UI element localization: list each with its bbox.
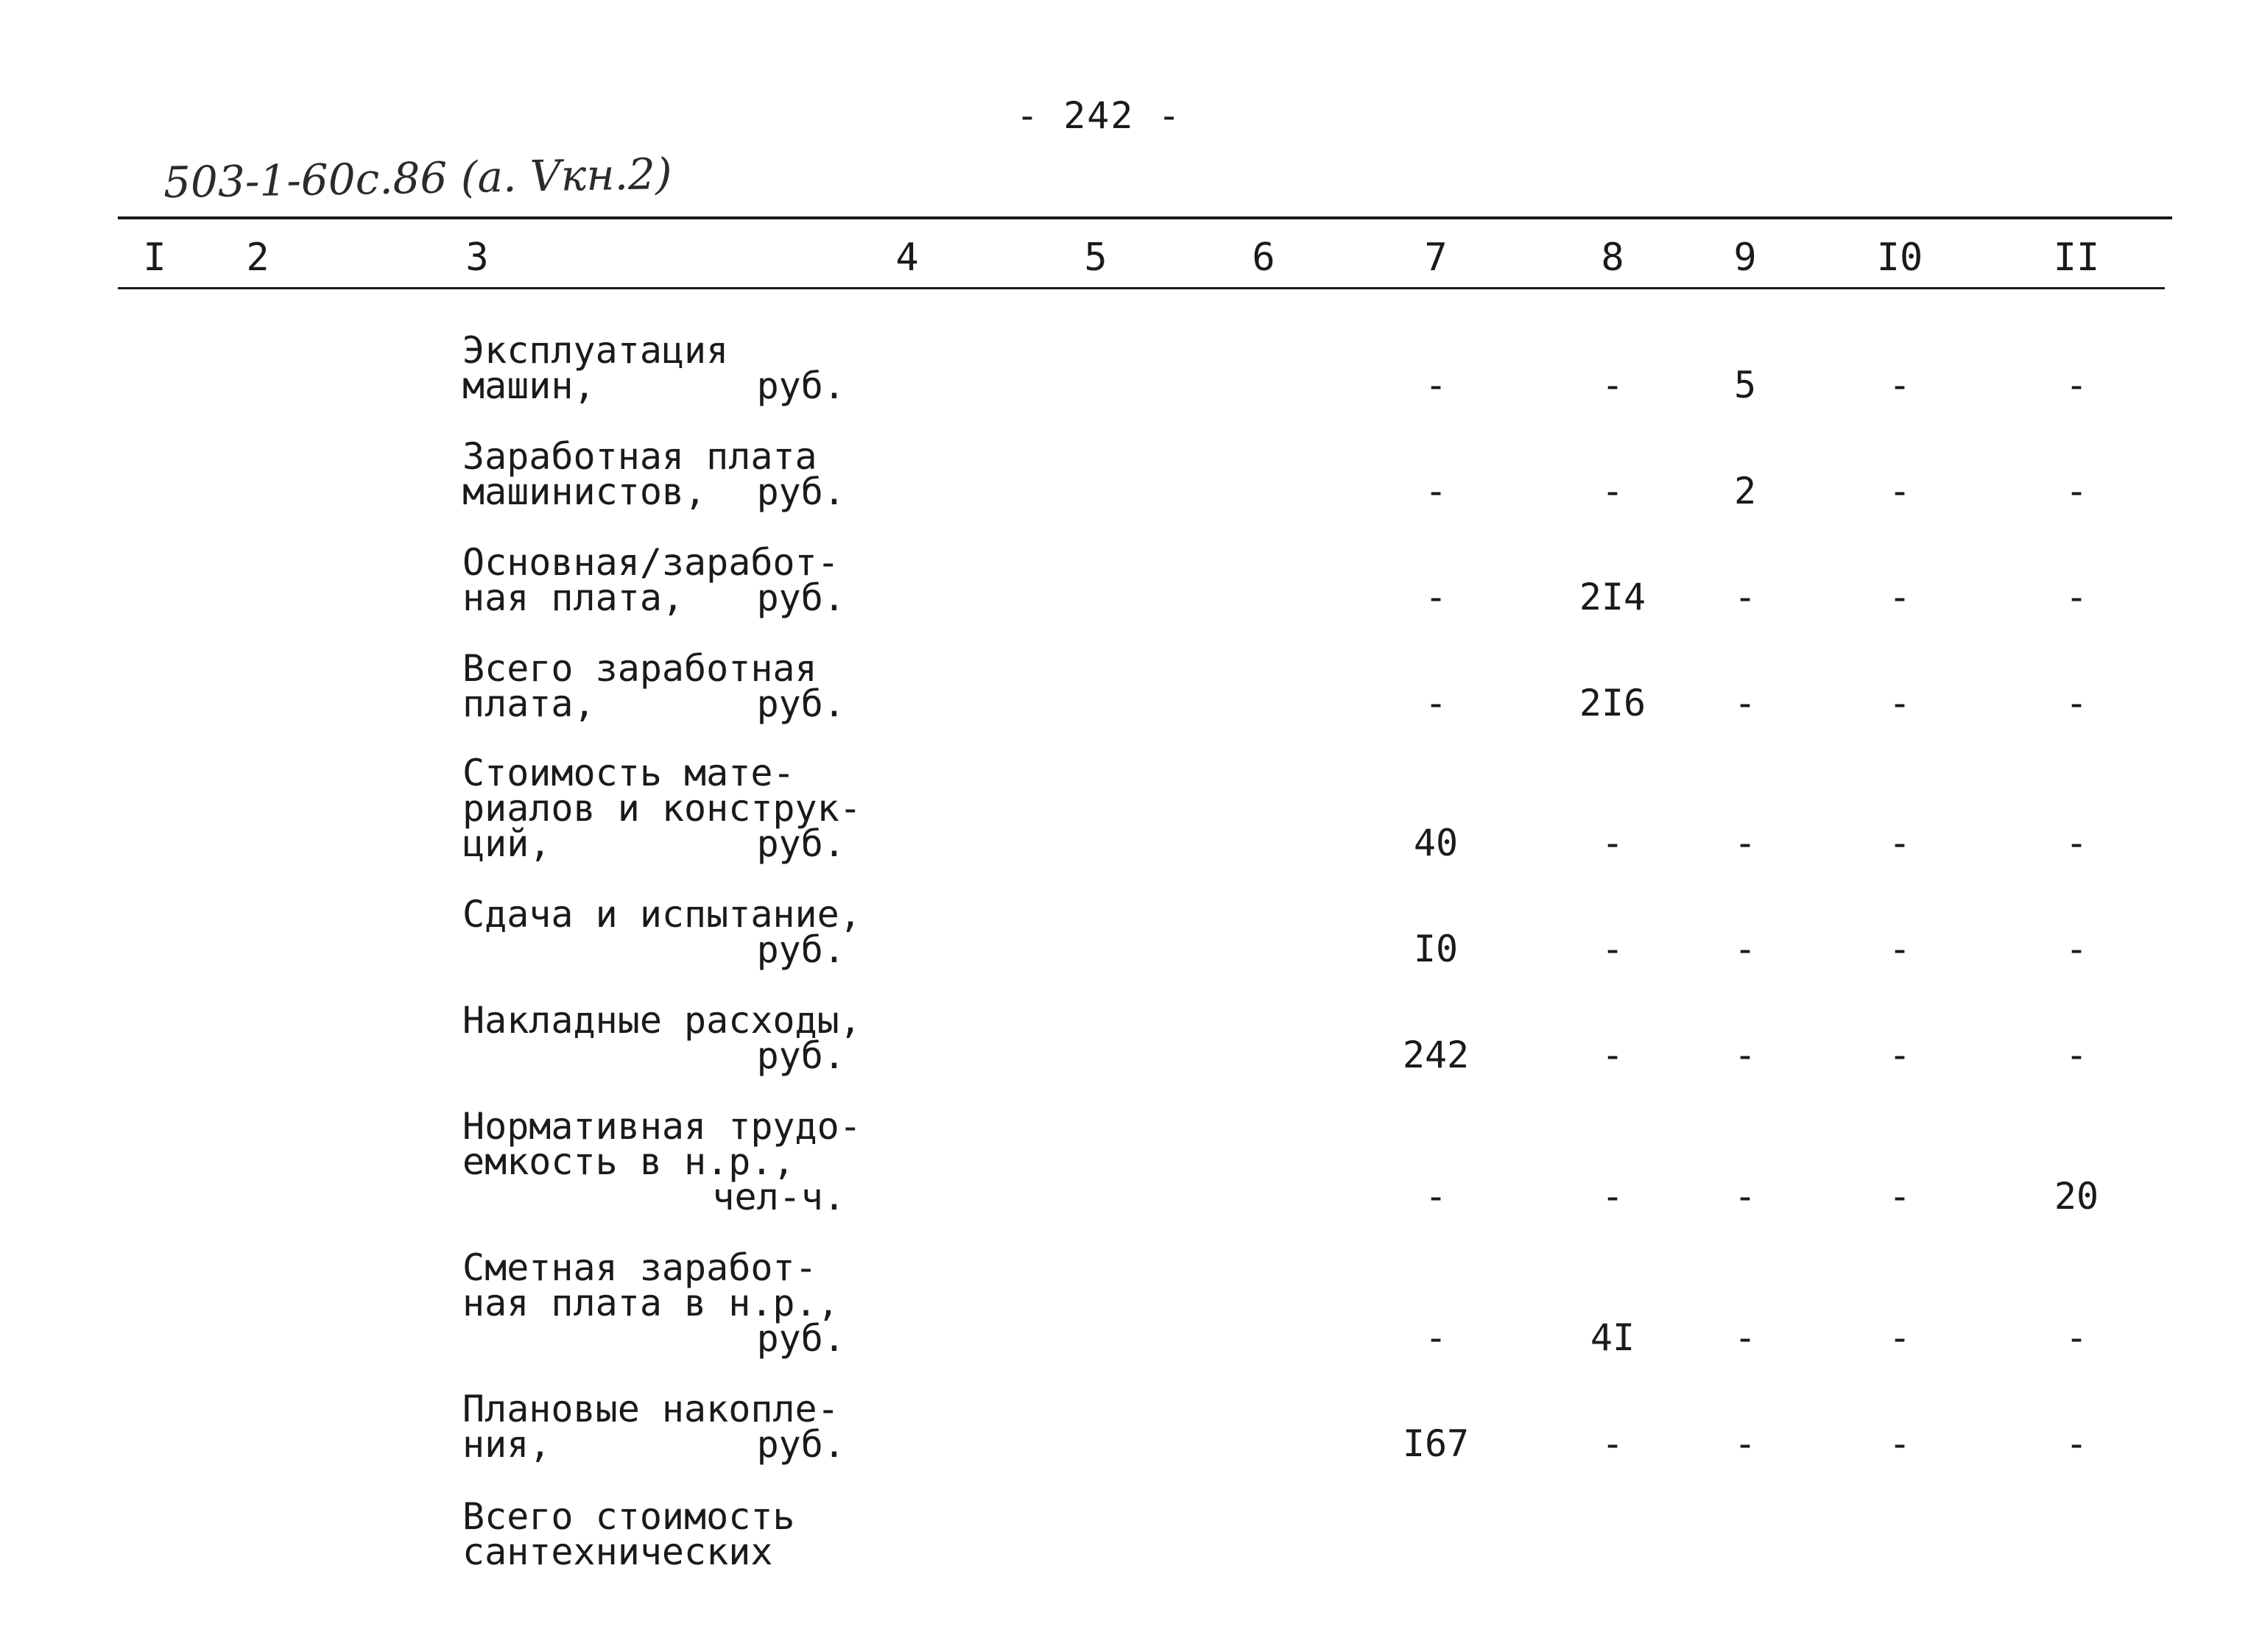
table-cell-c10: - [1888, 1034, 1912, 1076]
row-label-unit: руб. [756, 822, 845, 865]
table-cell-c10: - [1888, 1316, 1912, 1359]
row-label-line [462, 822, 845, 865]
table-cell-c8: - [1601, 364, 1624, 406]
row-label-line [462, 1140, 845, 1183]
table-cell-c7: - [1424, 682, 1448, 724]
row-label-text: Нормативная трудо- [462, 1105, 862, 1148]
table-top-rule [118, 216, 2172, 219]
row-label-text: ций, [462, 822, 552, 865]
table-cell-c10: - [1888, 576, 1912, 618]
row-label-text: риалов и конструк- [462, 787, 862, 830]
table-cell-c11: - [2065, 364, 2088, 406]
row-label-text: емкость в н.р., [462, 1140, 795, 1183]
table-cell-c7: 242 [1402, 1034, 1470, 1076]
table-cell-c10: - [1888, 1175, 1912, 1218]
table-cell-c9: - [1733, 1316, 1757, 1359]
row-label-text: плата, [462, 682, 596, 725]
row-label-unit: руб. [756, 682, 845, 725]
table-cell-c9: - [1733, 822, 1757, 864]
row-label-line [462, 1282, 845, 1324]
table-cell-c8: - [1601, 1422, 1624, 1465]
column-header-11: II [2053, 236, 2100, 280]
table-cell-c10: - [1888, 682, 1912, 724]
table-cell-c8: - [1601, 470, 1624, 512]
row-label-line [462, 1495, 845, 1538]
row-label-text: ная плата, [462, 576, 685, 619]
row-label-text: Плановые накопле- [462, 1388, 839, 1430]
row-label [462, 541, 845, 619]
row-label-text: Основная/заработ- [462, 541, 839, 584]
row-label-text: Всего стоимость [462, 1495, 795, 1538]
row-label-line [462, 1246, 845, 1289]
row-label-line [462, 1317, 845, 1360]
table-cell-c10: - [1888, 822, 1912, 864]
row-label-text: машинистов, [462, 470, 707, 513]
table-cell-c9: 2 [1733, 470, 1757, 512]
table-cell-c7: I0 [1413, 928, 1459, 970]
table-cell-c8: - [1601, 1175, 1624, 1218]
row-label-line [462, 752, 845, 794]
row-label [462, 752, 862, 865]
row-label [462, 999, 862, 1077]
row-label-line [462, 541, 845, 584]
row-label-unit: руб. [756, 576, 845, 619]
row-label [462, 1495, 845, 1573]
row-label-text: ная плата в н.р., [462, 1282, 839, 1324]
column-header-7: 7 [1424, 236, 1448, 280]
row-label-line [462, 364, 845, 407]
document-reference: 503-1-60с.86 (а. Vкн.2) [163, 148, 673, 208]
table-cell-c10: - [1888, 364, 1912, 406]
table-cell-c10: - [1888, 928, 1912, 970]
column-header-1: I [143, 236, 166, 280]
row-label-unit: руб. [756, 470, 845, 513]
row-label-line [462, 1105, 862, 1148]
row-label-text: Всего заработная [462, 647, 817, 690]
table-cell-c7: - [1424, 364, 1448, 406]
table-cell-c11: - [2065, 1422, 2088, 1465]
table-cell-c9: - [1733, 576, 1757, 618]
table-cell-c10: - [1888, 470, 1912, 512]
row-label-line [462, 1176, 845, 1218]
row-label-line [462, 1423, 845, 1466]
table-cell-c10: - [1888, 1422, 1912, 1465]
table-cell-c11: - [2065, 470, 2088, 512]
row-label-text: Заработная плата [462, 435, 817, 478]
table-cell-c11: - [2065, 576, 2088, 618]
table-cell-c8: 2I4 [1579, 576, 1646, 618]
table-cell-c9: - [1733, 1034, 1757, 1076]
column-header-2: 2 [246, 236, 269, 280]
table-cell-c9: - [1733, 928, 1757, 970]
row-label-unit: руб. [756, 928, 845, 971]
table-cell-c8: - [1601, 822, 1624, 864]
table-cell-c8: 4I [1590, 1316, 1635, 1359]
row-label [462, 1388, 845, 1466]
row-label-unit: руб. [756, 1034, 845, 1077]
table-cell-c11: - [2065, 928, 2088, 970]
row-label-line [462, 893, 862, 936]
row-label-line [462, 1388, 845, 1430]
table-cell-c8: 2I6 [1579, 682, 1646, 724]
table-cell-c9: - [1733, 1422, 1757, 1465]
table-cell-c8: - [1601, 1034, 1624, 1076]
row-label-text: Сдача и испытание, [462, 893, 862, 936]
row-label [462, 1105, 862, 1218]
table-cell-c9: 5 [1733, 364, 1757, 406]
table-cell-c11: - [2065, 1316, 2088, 1359]
row-label [462, 893, 862, 971]
table-cell-c7: - [1424, 470, 1448, 512]
table-cell-c11: - [2065, 1034, 2088, 1076]
table-cell-c7: I67 [1402, 1422, 1470, 1465]
row-label-unit: руб. [756, 364, 845, 407]
table-cell-c9: - [1733, 1175, 1757, 1218]
row-label-text: сантехнических [462, 1531, 773, 1573]
row-label [462, 1246, 845, 1360]
row-label-text: Стоимость мате- [462, 752, 795, 794]
column-header-3: 3 [465, 236, 489, 280]
row-label-text: Сметная заработ- [462, 1246, 817, 1289]
table-cell-c7: - [1424, 1316, 1448, 1359]
row-label-line [462, 787, 862, 830]
page-number: - 242 - [1016, 94, 1182, 137]
table-cell-c7: 40 [1413, 822, 1459, 864]
column-header-6: 6 [1252, 236, 1275, 280]
row-label-line [462, 470, 845, 513]
table-cell-c8: - [1601, 928, 1624, 970]
row-label-text: машин, [462, 364, 596, 407]
table-cell-c9: - [1733, 682, 1757, 724]
table-cell-c11: - [2065, 682, 2088, 724]
table-cell-c11: - [2065, 822, 2088, 864]
row-label-text: Эксплуатация [462, 329, 729, 372]
row-label-line [462, 1034, 845, 1077]
row-label-line [462, 682, 845, 725]
row-label-text: Накладные расходы, [462, 999, 862, 1042]
row-label-line [462, 435, 845, 478]
table-header-rule [118, 287, 2165, 289]
row-label-line [462, 928, 845, 971]
row-label-line [462, 999, 862, 1042]
column-header-5: 5 [1084, 236, 1107, 280]
row-label [462, 329, 845, 407]
row-label-unit: чел-ч. [712, 1176, 845, 1218]
column-header-8: 8 [1601, 236, 1624, 280]
table-cell-c7: - [1424, 1175, 1448, 1218]
row-label [462, 435, 845, 513]
row-label [462, 647, 845, 725]
row-label-line [462, 329, 845, 372]
row-label-line [462, 1531, 845, 1573]
column-header-4: 4 [895, 236, 919, 280]
row-label-line [462, 576, 845, 619]
row-label-unit: руб. [756, 1423, 845, 1466]
table-cell-c11: 20 [2054, 1175, 2099, 1218]
column-header-9: 9 [1733, 236, 1757, 280]
row-label-unit: руб. [756, 1317, 845, 1360]
row-label-text: ния, [462, 1423, 552, 1466]
column-header-10: I0 [1876, 236, 1923, 280]
row-label-line [462, 647, 845, 690]
table-cell-c7: - [1424, 576, 1448, 618]
